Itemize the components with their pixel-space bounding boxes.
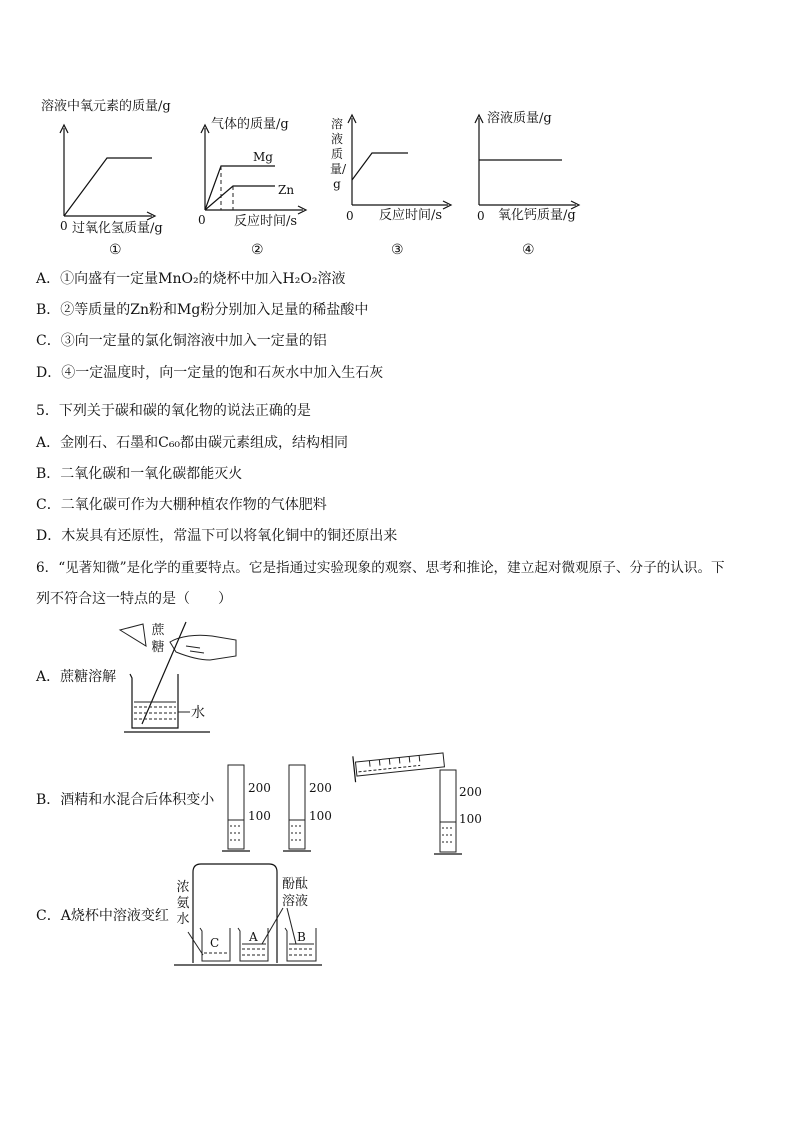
graph-1-ylabel: 溶液中氧元素的质量/g xyxy=(41,99,171,114)
beaker-c-label: C xyxy=(210,936,220,950)
cyl3-mark-200: 200 xyxy=(459,785,482,799)
graph-2-zn-label: Zn xyxy=(278,183,295,197)
beaker-b-label: B xyxy=(297,930,306,944)
graph-3-number: ③ xyxy=(391,242,404,258)
q6-stem-line2: 列不符合这一特点的是（ ） xyxy=(36,591,232,607)
graph-4-origin: 0 xyxy=(477,209,485,223)
q5-option-c: C．二氧化碳可作为大棚种植农作物的气体肥料 xyxy=(36,497,327,513)
q4-option-b: B．②等质量的Zn粉和Mg粉分别加入足量的稀盐酸中 xyxy=(36,302,369,318)
graph-1-xlabel: 过氧化氢质量/g xyxy=(72,221,163,236)
q4-option-d: D．④一定温度时，向一定量的饱和石灰水中加入生石灰 xyxy=(36,365,384,381)
ammonia-label: 浓氨水 xyxy=(176,880,190,927)
bell-jar xyxy=(193,864,277,963)
q6-option-a-label: A．蔗糖溶解 xyxy=(36,669,117,685)
q5-option-a: A．金刚石、石墨和C₆₀都由碳元素组成，结构相同 xyxy=(36,435,349,451)
q5-option-b: B．二氧化碳和一氧化碳都能灭火 xyxy=(36,466,243,482)
graph-4-ylabel: 溶液质量/g xyxy=(487,111,552,126)
phenolphthalein-label: 酚酞溶液 xyxy=(282,877,309,909)
cyl3-mark-100: 100 xyxy=(459,812,482,826)
cyl1-mark-100: 100 xyxy=(248,809,271,823)
q6-option-c-label: C．A烧杯中溶液变红 xyxy=(36,908,169,924)
graph-3-ylabel: 溶液质量/g xyxy=(330,117,347,191)
graph-2-xlabel: 反应时间/s xyxy=(234,214,298,229)
q6-stem-line1: 6．“见著知微”是化学的重要特点。它是指通过实验现象的观察、思考和推论，建立起对微观原子、分子的认识。下 xyxy=(36,560,725,576)
graph-1-number: ① xyxy=(109,242,122,258)
graph-4-xlabel: 氧化钙质量/g xyxy=(498,208,576,223)
q6-option-b-label: B．酒精和水混合后体积变小 xyxy=(36,792,215,808)
graph-1-origin: 0 xyxy=(60,219,68,233)
graph-3-origin: 0 xyxy=(346,209,354,223)
graph-2-mg-label: Mg xyxy=(253,150,273,164)
beaker-a-label: A xyxy=(249,930,258,944)
graph-2-number: ② xyxy=(251,242,264,258)
graph-2-ylabel: 气体的质量/g xyxy=(211,117,289,132)
cyl2-mark-200: 200 xyxy=(309,781,332,795)
cyl1-mark-200: 200 xyxy=(248,781,271,795)
q4-option-a: A．①向盛有一定量MnO₂的烧杯中加入H₂O₂溶液 xyxy=(36,271,346,287)
q5-option-d: D．木炭具有还原性，常温下可以将氧化铜中的铜还原出来 xyxy=(36,528,398,544)
sugar-label: 蔗糖 xyxy=(151,623,165,655)
graph-4-number: ④ xyxy=(522,242,535,258)
graph-2-origin: 0 xyxy=(198,213,206,227)
graph-3-xlabel: 反应时间/s xyxy=(379,208,443,223)
q4-option-c: C．③向一定量的氯化铜溶液中加入一定量的铝 xyxy=(36,333,327,349)
q5-stem: 5．下列关于碳和碳的氧化物的说法正确的是 xyxy=(36,403,311,419)
cyl2-mark-100: 100 xyxy=(309,809,332,823)
water-label: 水 xyxy=(191,705,205,721)
